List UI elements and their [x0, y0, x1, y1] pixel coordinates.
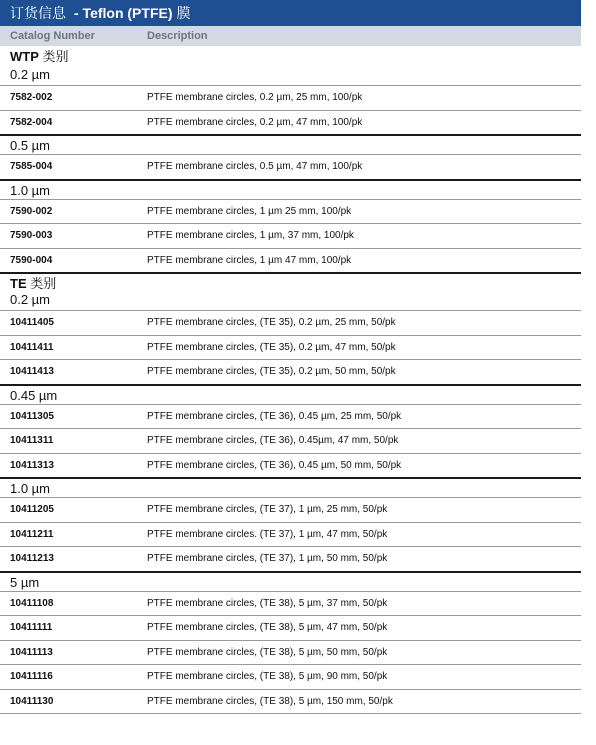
- catalog-number: 10411313: [10, 459, 54, 471]
- product-description: PTFE membrane circles, (TE 37), 1 µm, 50 mm, 50/pk: [147, 553, 388, 565]
- product-description: PTFE membrane circles, 1 µm 25 mm, 100/pk: [147, 205, 352, 217]
- catalog-number: 10411413: [10, 366, 54, 378]
- table-bottom-rule: [0, 713, 581, 714]
- catalog-number: 7590-004: [10, 254, 53, 266]
- pore-size-label: 1.0 µm: [0, 179, 581, 199]
- pore-size-label: 0.5 µm: [0, 134, 581, 154]
- catalog-number: 10411405: [10, 317, 54, 329]
- catalog-number: 7585-004: [10, 161, 53, 173]
- product-description: PTFE membrane circles, 1 µm, 37 mm, 100/pk: [147, 230, 354, 242]
- table-row: [0, 546, 581, 571]
- catalog-number: 10411311: [10, 435, 54, 447]
- product-description: PTFE membrane circles, (TE 35), 0.2 µm, 25 mm, 50/pk: [147, 317, 396, 329]
- table-row: [0, 154, 581, 179]
- table-row: [0, 428, 581, 453]
- catalog-number: 7582-002: [10, 92, 53, 104]
- product-description: PTFE membrane circles, (TE 37), 1 µm, 25 mm, 50/pk: [147, 504, 388, 516]
- group-name-chinese: 类别: [38, 49, 69, 64]
- catalog-number: 10411213: [10, 553, 54, 565]
- catalog-number: 10411130: [10, 695, 54, 707]
- product-description: PTFE membrane circles, (TE 36), 0.45 µm, 50 mm, 50/pk: [147, 459, 402, 471]
- product-description: PTFE membrane circles, (TE 38), 5 µm, 90 mm, 50/pk: [147, 671, 388, 683]
- group-name-chinese: 类别: [26, 276, 57, 291]
- catalog-number: 10411111: [10, 622, 53, 634]
- table-row: [0, 359, 581, 384]
- pore-size-label: 0.45 µm: [0, 384, 581, 404]
- description-header: Description: [147, 30, 208, 42]
- catalog-number: 10411116: [10, 671, 53, 683]
- product-description: PTFE membrane circles, (TE 38), 5 µm, 47 mm, 50/pk: [147, 622, 388, 634]
- table-row: [0, 689, 581, 714]
- product-description: PTFE membrane circles, (TE 38), 5 µm, 37 mm, 50/pk: [147, 597, 388, 609]
- title-product: - Teflon (PTFE): [74, 5, 173, 21]
- group-heading: [0, 49, 596, 65]
- product-description: PTFE membrane circles, (TE 35), 0.2 µm, 47 mm, 50/pk: [147, 341, 396, 353]
- table-row: [0, 664, 581, 689]
- pore-size-label: 1.0 µm: [0, 477, 581, 497]
- table-title-bar: [0, 0, 581, 26]
- product-description: PTFE membrane circles, 0.2 µm, 47 mm, 100/pk: [147, 116, 363, 128]
- table-row: [0, 199, 581, 224]
- product-description: PTFE membrane circles, (TE 38), 5 µm, 150 mm, 50/pk: [147, 695, 393, 707]
- product-description: PTFE membrane circles, (TE 36), 0.45µm, 47 mm, 50/pk: [147, 435, 399, 447]
- product-description: PTFE membrane circles, 1 µm 47 mm, 100/pk: [147, 254, 352, 266]
- group-heading: [0, 272, 581, 290]
- table-row: [0, 640, 581, 665]
- pore-size-label: 0.2 µm: [10, 292, 51, 307]
- catalog-number: 7590-002: [10, 205, 53, 217]
- table-row: [0, 404, 581, 429]
- product-description: PTFE membrane circles, 0.5 µm, 47 mm, 100/pk: [147, 161, 363, 173]
- table-row: [0, 591, 581, 616]
- catalog-number: 10411411: [10, 341, 54, 353]
- catalog-number: 10411205: [10, 504, 54, 516]
- product-description: PTFE membrane circles. (TE 37), 1 µm, 47 mm, 50/pk: [147, 528, 388, 540]
- product-description: PTFE membrane circles, (TE 38), 5 µm, 50 mm, 50/pk: [147, 646, 388, 658]
- table-body: [0, 49, 596, 714]
- catalog-number: 10411108: [10, 597, 54, 609]
- product-description: PTFE membrane circles, (TE 35), 0.2 µm, 50 mm, 50/pk: [147, 366, 396, 378]
- catalog-number: 7590-003: [10, 230, 53, 242]
- title-membrane: 膜: [176, 5, 191, 21]
- group-name: WTP: [10, 49, 39, 64]
- table-row: [0, 310, 581, 335]
- product-description: PTFE membrane circles, 0.2 µm, 25 mm, 100/pk: [147, 92, 363, 104]
- table-row: [0, 110, 581, 135]
- title-chinese: 订货信息: [10, 5, 66, 21]
- column-header-row: [0, 26, 581, 46]
- catalog-number: 10411211: [10, 528, 54, 540]
- table-row: [0, 335, 581, 360]
- table-row: [0, 453, 581, 478]
- table-row: [0, 85, 581, 110]
- catalog-number: 10411305: [10, 410, 54, 422]
- table-row: [0, 497, 581, 522]
- table-row: [0, 615, 581, 640]
- product-description: PTFE membrane circles, (TE 36), 0.45 µm, 25 mm, 50/pk: [147, 410, 402, 422]
- catalog-number: 7582-004: [10, 116, 53, 128]
- table-row: [0, 223, 581, 248]
- table-row: [0, 248, 581, 273]
- pore-size-label: 5 µm: [0, 571, 581, 591]
- pore-size-label: 0.2 µm: [10, 67, 51, 82]
- catalog-number-header: Catalog Number: [10, 30, 95, 42]
- table-row: [0, 522, 581, 547]
- catalog-number: 10411113: [10, 646, 53, 658]
- group-name: TE: [10, 276, 27, 291]
